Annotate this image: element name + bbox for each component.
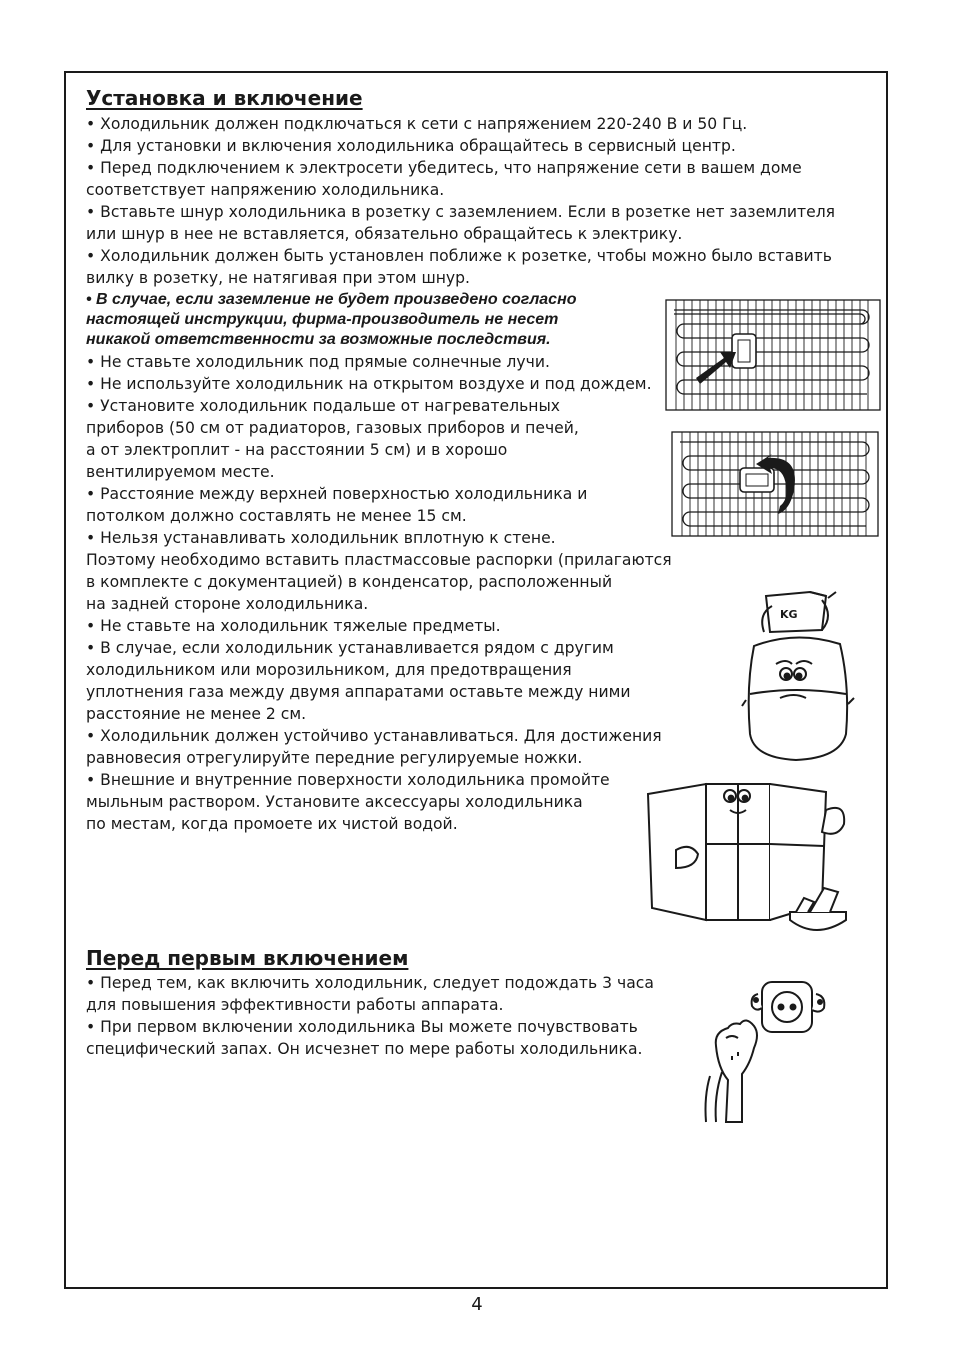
spacer-part xyxy=(732,334,756,368)
text-line: потолком должно составлять не менее 15 см. xyxy=(86,507,467,525)
text-line: • Перед тем, как включить холодильник, следует подождать 3 часа xyxy=(86,974,654,992)
fridge-heavy-weight-illustration xyxy=(736,586,858,766)
text-line: мыльным раствором. Установите аксессуары холодильника xyxy=(86,793,583,811)
condenser-spacer-rotate-illustration xyxy=(668,428,882,540)
text-line: Поэтому необходимо вставить пластмассовые распорки (прилагаются xyxy=(86,551,672,569)
text-line: • Холодильник должен быть установлен поближе к розетке, чтобы можно было вставить xyxy=(86,247,832,265)
warning-line: никакой ответственности за возможные последствия. xyxy=(86,331,551,348)
condenser-spacer-illustration xyxy=(662,296,884,414)
text-line: специфический запах. Он исчезнет по мере работы холодильника. xyxy=(86,1040,643,1058)
text-line: для повышения эффективности работы аппарата. xyxy=(86,996,504,1014)
text-line: вилку в розетку, не натягивая при этом шнур. xyxy=(86,269,471,287)
text-line: • При первом включении холодильника Вы можете почувствовать xyxy=(86,1018,638,1036)
text-line: вентилируемом месте. xyxy=(86,463,275,481)
text-line: • Внешние и внутренние поверхности холодильника промойте xyxy=(86,771,610,789)
text-line: • Перед подключением к электросети убедитесь, что напряжение сети в вашем доме xyxy=(86,159,802,177)
text-line: расстояние не менее 2 см. xyxy=(86,705,307,723)
text-line: • Вставьте шнур холодильника в розетку с заземлением. Если в розетке нет заземлителя xyxy=(86,203,836,221)
text-line: а от электроплит - на расстоянии 5 см) и в хорошо xyxy=(86,441,508,459)
fridge-cleaning-illustration xyxy=(646,780,856,940)
text-line: • Холодильник должен подключаться к сети с напряжением 220-240 В и 50 Гц. xyxy=(86,115,748,133)
weight-label: KG xyxy=(780,608,798,621)
text-line: • Не ставьте на холодильник тяжелые предметы. xyxy=(86,617,501,635)
socket-wait-illustration xyxy=(702,976,832,1126)
warning-line: настоящей инструкции, фирма-производитель не несет xyxy=(86,311,559,328)
text-line: • Не используйте холодильник на открытом воздухе и под дождем. xyxy=(86,375,652,393)
text-line: в комплекте с документацией) в конденсатор, расположенный xyxy=(86,573,613,591)
section-heading-first-start: Перед первым включением xyxy=(86,946,409,970)
page-number: 4 xyxy=(471,1294,483,1315)
text-line: • Не ставьте холодильник под прямые солнечные лучи. xyxy=(86,353,550,371)
text-line: • В случае, если холодильник устанавливается рядом с другим xyxy=(86,639,614,657)
text-line: на задней стороне холодильника. xyxy=(86,595,369,613)
warning-line: • В случае, если заземление не будет произведено согласно xyxy=(86,291,577,308)
text-line: равновесия отрегулируйте передние регулируемые ножки. xyxy=(86,749,583,767)
text-line: • Холодильник должен устойчиво устанавливаться. Для достижения xyxy=(86,727,662,745)
text-line: холодильником или морозильником, для предотвращения xyxy=(86,661,572,679)
text-line: • Для установки и включения холодильника обращайтесь в сервисный центр. xyxy=(86,137,736,155)
text-line: приборов (50 см от радиаторов, газовых приборов и печей, xyxy=(86,419,579,437)
text-line: или шнур в нее не вставляется, обязательно обращайтесь к электрику. xyxy=(86,225,683,243)
text-line: соответствует напряжению холодильника. xyxy=(86,181,445,199)
text-line: • Нельзя устанавливать холодильник вплотную к стене. xyxy=(86,529,556,547)
text-line: по местам, когда промоете их чистой водой. xyxy=(86,815,458,833)
text-line: • Установите холодильник подальше от нагревательных xyxy=(86,397,561,415)
text-line: • Расстояние между верхней поверхностью холодильника и xyxy=(86,485,588,503)
text-line: уплотнения газа между двумя аппаратами оставьте между ними xyxy=(86,683,631,701)
section-heading-installation: Установка и включение xyxy=(86,86,363,110)
